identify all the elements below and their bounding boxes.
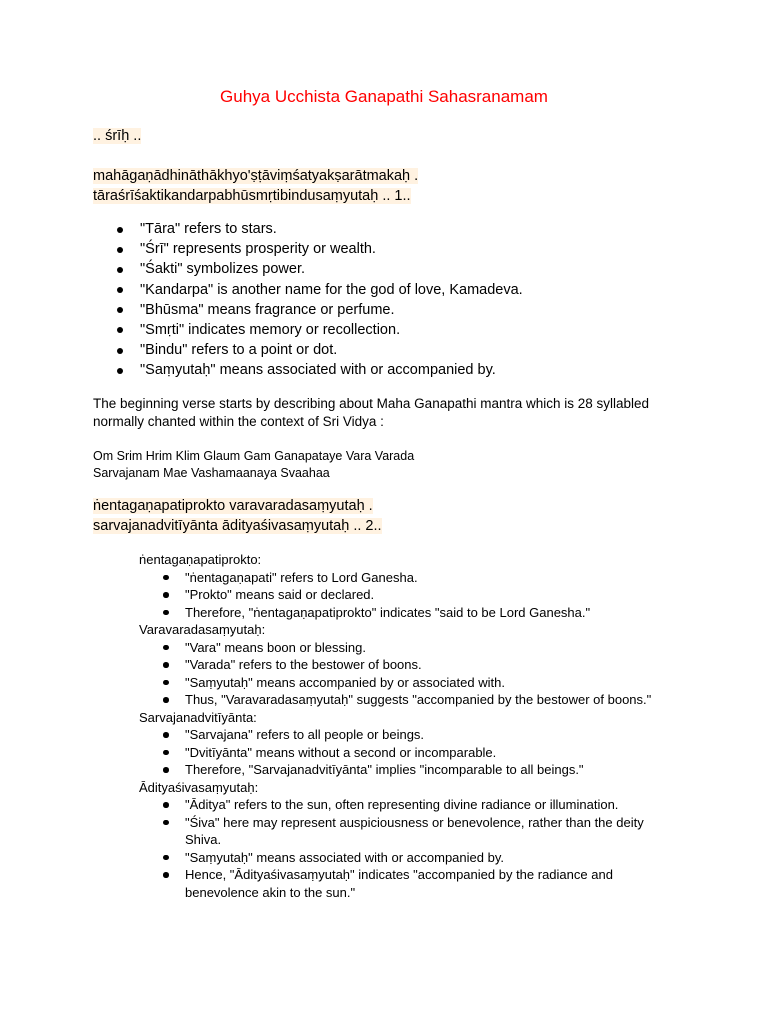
verse-1-notes-list [93,219,523,381]
mantra-block [93,448,414,482]
section-list [139,569,679,622]
verse-2-line-2: sarvajanadvitīyānta ādityaśivasaṃyutaḥ .. 2.. [93,518,382,534]
section-heading: Sarvajanadvitīyānta: [139,709,257,725]
invocation-text: .. śrīḥ .. [93,128,142,144]
list-item: "Śrī" represents prosperity or wealth. [93,239,523,259]
list-item: "Varada" refers to the bestower of boons. [139,656,679,674]
list-item: Hence, "Ādityaśivasaṃyutaḥ" indicates "accompanied by the radiance and benevolence akin to the sun." [139,866,679,901]
verse-2-line-1: ṅentagaṇapatiprokto varavaradasaṃyutaḥ . [93,498,373,514]
list-item: "Prokto" means said or declared. [139,586,679,604]
list-item: Thus, "Varavaradasaṃyutaḥ" suggests "accompanied by the bestower of boons." [139,691,679,709]
section-heading: Ādityaśivasaṃyutaḥ: [139,779,259,795]
list-item: "Kandarpa" is another name for the god of love, Kamadeva. [93,280,523,300]
section-heading: ṅentagaṇapatiprokto: [139,552,262,567]
list-item: Therefore, "Sarvajanadvitīyānta" implies "incomparable to all beings." [139,761,679,779]
section-list [139,726,679,779]
verse-2-explanation [139,551,679,901]
page-title: Guhya Ucchista Ganapathi Sahasranamam [220,87,548,106]
list-item: "Bhūsma" means fragrance or perfume. [93,300,523,320]
verse-1-line-1: mahāgaṇādhināthākhyo'ṣṭāviṃśatyakṣarātmakaḥ . [93,168,419,184]
section-list [139,639,679,709]
verse-2 [93,496,382,536]
list-item: "Tāra" refers to stars. [93,219,523,239]
list-item: "Vara" means boon or blessing. [139,639,679,657]
list-item: "Śakti" symbolizes power. [93,259,523,279]
list-item: "Smṛti" indicates memory or recollection. [93,320,523,340]
section-heading: Varavaradasaṃyutaḥ: [139,622,266,637]
section-list [139,796,679,901]
list-item: "Bindu" refers to a point or dot. [93,340,523,360]
mantra-line-2: Sarvajanam Mae Vashamaanaya Svaahaa [93,466,330,480]
list-item: "Śiva" here may represent auspiciousness or benevolence, rather than the deity Shiva. [139,814,679,849]
verse-1-line-2: tāraśrīśaktikandarpabhūsmṛtibindusaṃyutaḥ .. 1.. [93,188,411,204]
mantra-line-1: Om Srim Hrim Klim Glaum Gam Ganapataye Vara Varada [93,449,415,463]
list-item: "Saṃyutaḥ" means associated with or accompanied by. [93,360,523,380]
list-item: "Saṃyutaḥ" means associated with or accompanied by. [139,849,679,867]
verse-1 [93,166,418,206]
list-item: "Dvitīyānta" means without a second or incomparable. [139,744,679,762]
list-item: "Āditya" refers to the sun, often representing divine radiance or illumination. [139,796,679,814]
list-item: Therefore, "ṅentagaṇapatiprokto" indicates "said to be Lord Ganesha." [139,604,679,622]
invocation-line [93,126,141,146]
intro-paragraph: The beginning verse starts by describing about Maha Ganapathi mantra which is 28 syllabled normally chanted within the context of Sri Vidya : [93,396,650,429]
list-item: "Sarvajana" refers to all people or beings. [139,726,679,744]
list-item: "ṅentagaṇapati" refers to Lord Ganesha. [139,569,679,587]
list-item: "Saṃyutaḥ" means accompanied by or associated with. [139,674,679,692]
